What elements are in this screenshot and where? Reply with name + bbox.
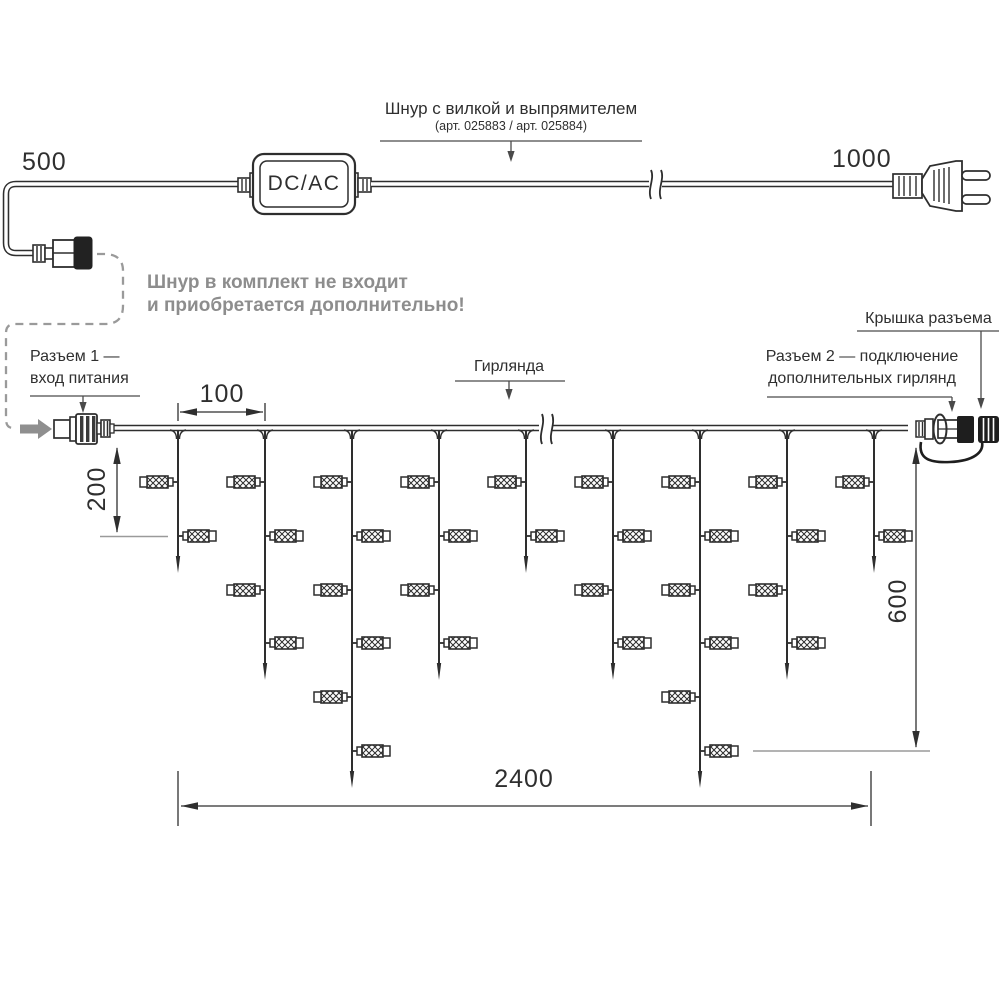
note-line1: Шнур в комплект не входит: [147, 272, 408, 293]
connector2-label-line2: дополнительных гирлянд: [768, 370, 956, 387]
power-cord-right: [371, 170, 898, 199]
cord-title: Шнур с вилкой и выпрямителем: [384, 99, 638, 118]
lamp-icon: [700, 637, 738, 649]
lamp-icon: [662, 584, 700, 596]
lamp-icon: [575, 584, 613, 596]
lamp-icon: [439, 637, 477, 649]
dimension-2400-label: 2400: [494, 765, 554, 793]
lamp-icon: [787, 637, 825, 649]
lamp-icon: [439, 530, 477, 542]
icicle-strand: [662, 430, 738, 788]
cord-right-length-label: 1000: [832, 145, 892, 173]
dimension-100-label: 100: [199, 380, 245, 408]
connector-cap-icon: [978, 416, 999, 443]
lamp-icon: [401, 584, 439, 596]
strands-layer: [140, 430, 912, 788]
lamp-icon: [352, 637, 390, 649]
note-line2: и приобретается дополнительно!: [147, 295, 465, 316]
lamp-icon: [314, 584, 352, 596]
lamp-icon: [662, 476, 700, 488]
lamp-icon: [874, 530, 912, 542]
lamp-icon: [352, 745, 390, 757]
icicle-strand: [575, 430, 651, 680]
end-connector-icon: [916, 415, 982, 463]
lamp-icon: [178, 530, 216, 542]
lamp-icon: [488, 476, 526, 488]
lamp-icon: [700, 530, 738, 542]
cord-left-length-label: 500: [22, 148, 67, 176]
lamp-icon: [314, 691, 352, 703]
connector1-leader: [30, 396, 140, 413]
connector2-leader: [767, 397, 956, 412]
connector1-label-line1: Разъем 1 —: [30, 348, 120, 365]
power-cord-left: [6, 184, 240, 253]
converter-label: DC/AC: [267, 172, 341, 195]
garland-wire-break: [539, 414, 553, 444]
icicle-strand: [401, 430, 477, 680]
start-connector-icon: [54, 414, 114, 444]
icicle-strand: [488, 430, 564, 573]
lamp-icon: [265, 637, 303, 649]
lamp-icon: [749, 476, 787, 488]
lamp-icon: [613, 530, 651, 542]
lamp-icon: [140, 476, 178, 488]
icicle-strand: [314, 430, 390, 788]
icicle-strand: [227, 430, 303, 680]
icicle-strand: [749, 430, 825, 680]
lamp-icon: [836, 476, 874, 488]
cord-subtitle: (арт. 025883 / арт. 025884): [435, 119, 587, 133]
connector2-body-icon: [957, 416, 974, 443]
lamp-icon: [787, 530, 825, 542]
connector1-label-line2: вход питания: [30, 370, 129, 387]
lamp-icon: [227, 476, 265, 488]
gray-arrow-icon: [20, 419, 52, 439]
lamp-icon: [227, 584, 265, 596]
lamp-icon: [526, 530, 564, 542]
power-plug-icon: [893, 161, 990, 211]
icicle-strand: [836, 430, 912, 573]
cord-connector-icon: [33, 237, 92, 269]
lamp-icon: [352, 530, 390, 542]
lamp-icon: [575, 476, 613, 488]
garland-label: Гирлянда: [473, 358, 545, 375]
icicle-strand: [140, 430, 216, 573]
lamp-icon: [662, 691, 700, 703]
cap-tether-icon: [921, 442, 983, 462]
lamp-icon: [265, 530, 303, 542]
dimension-200-label: 200: [83, 466, 111, 512]
connector2-label-line1: Разъем 2 — подключение: [765, 348, 959, 365]
lamp-icon: [314, 476, 352, 488]
lamp-icon: [401, 476, 439, 488]
garland-leader: [455, 381, 565, 400]
cord-title-leader: [380, 141, 642, 162]
lamp-icon: [749, 584, 787, 596]
dimension-600-label: 600: [884, 578, 912, 624]
lamp-icon: [700, 745, 738, 757]
cap-label: Крышка разъема: [865, 310, 992, 327]
lamp-icon: [613, 637, 651, 649]
